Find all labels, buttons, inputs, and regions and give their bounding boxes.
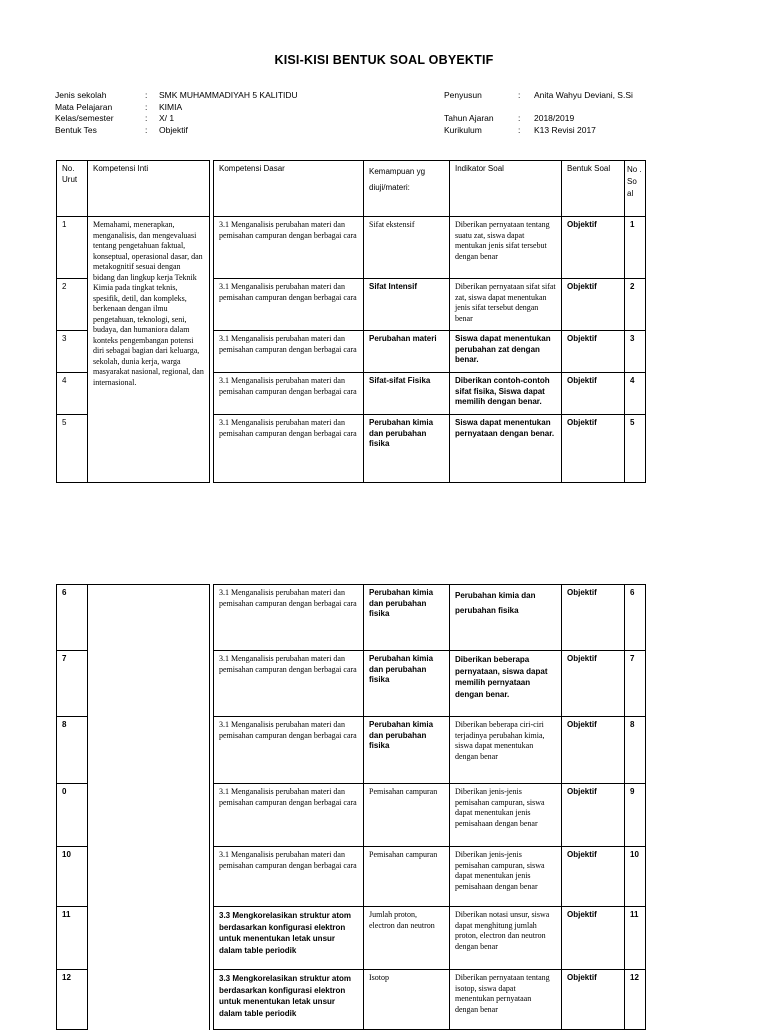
cell-bentuk-soal: Objektif <box>562 784 625 847</box>
cell-indikator: Diberikan notasi unsur, siswa dapat menghitung jumlah proton, electron dan neutron dengan benar <box>450 907 562 970</box>
header-no-urut: No. Urut <box>57 161 88 217</box>
meta-colon: : <box>145 113 148 123</box>
cell-kompetensi-dasar: 3.1 Menganalisis perubahan materi dan pemisahan campuran dengan berbagai cara <box>214 217 364 279</box>
meta-value: X/ 1 <box>159 113 175 123</box>
cell-bentuk-soal: Objektif <box>562 279 625 331</box>
meta-row <box>55 102 298 114</box>
cell-no-soal: 12 <box>625 970 646 1030</box>
meta-row <box>444 125 633 137</box>
meta-colon: : <box>145 90 148 100</box>
cell-no-urut: 8 <box>57 717 88 784</box>
cell-kompetensi-inti-empty <box>88 585 210 1030</box>
header-no-soal: No . So al <box>625 161 646 217</box>
cell-no-urut: 11 <box>57 907 88 970</box>
meta-row <box>444 113 633 125</box>
meta-label: Tahun Ajaran <box>444 113 494 123</box>
cell-no-urut: 10 <box>57 847 88 907</box>
cell-kemampuan: Perubahan kimia dan perubahan fisika <box>364 651 450 717</box>
table-header-row <box>57 161 646 217</box>
meta-label: Penyusun <box>444 90 482 100</box>
cell-no-urut: 0 <box>57 784 88 847</box>
cell-kemampuan: Jumlah proton, electron dan neutron <box>364 907 450 970</box>
cell-no-urut: 5 <box>57 415 88 483</box>
cell-no-soal: 9 <box>625 784 646 847</box>
cell-kompetensi-dasar: 3.1 Menganalisis perubahan materi dan pemisahan campuran dengan berbagai cara <box>214 279 364 331</box>
meta-colon <box>518 102 534 114</box>
table-row <box>57 217 646 279</box>
cell-bentuk-soal: Objektif <box>562 651 625 717</box>
cell-indikator: Diberikan pernyataan tentang suatu zat, siswa dapat mentukan jenis sifat tersebut dengan benar <box>450 217 562 279</box>
cell-bentuk-soal: Objektif <box>562 331 625 373</box>
cell-indikator: Diberikan pernyataan tentang isotop, siswa dapat menentukan pernyataan dengan benar <box>450 970 562 1030</box>
meta-colon: : <box>518 124 521 135</box>
meta-row <box>55 125 298 137</box>
cell-no-soal: 5 <box>625 415 646 483</box>
meta-label: Bentuk Tes <box>55 124 97 135</box>
header-kemampuan: Kemampuan yg diuji/materi: <box>364 161 450 217</box>
cell-kompetensi-dasar: 3.1 Menganalisis perubahan materi dan pemisahan campuran dengan berbagai cara <box>214 331 364 373</box>
cell-bentuk-soal: Objektif <box>562 373 625 415</box>
cell-bentuk-soal: Objektif <box>562 585 625 651</box>
cell-kompetensi-inti: Memahami, menerapkan, menganalisis, dan mengevaluasi tentang pengetahuan faktual, konseptual, operasional dasar, dan metakognitif sesuai dengan bidang dan lingkup kerja Teknik Kimia pada tingkat teknis, spesifik, detil, dan kompleks, berkenaan dengan ilmu pengetahuan, teknologi, seni, budaya, dan humaniora dalam konteks pengembangan potensi diri sebagai bagian dari keluarga, sekolah, dunia kerja, warga masyarakat nasional, regional, dan internasional. <box>88 217 210 483</box>
cell-indikator: Siswa dapat menentukan pernyataan dengan benar. <box>450 415 562 483</box>
table-row <box>57 585 646 651</box>
meta-value: Anita Wahyu Deviani, S.Si <box>534 90 633 100</box>
meta-label: Jenis sekolah <box>55 90 107 100</box>
document-title: KISI-KISI BENTUK SOAL OBYEKTIF <box>274 53 494 67</box>
meta-right <box>444 90 633 136</box>
meta-colon: : <box>518 90 521 100</box>
cell-kemampuan: Pemisahan campuran <box>364 847 450 907</box>
cell-kemampuan: Isotop <box>364 970 450 1030</box>
cell-no-urut: 4 <box>57 373 88 415</box>
meta-value: KIMIA <box>159 101 183 112</box>
cell-indikator: Diberikan jenis-jenis pemisahan campuran, siswa dapat menentukan jenis pemisahaan dengan benar <box>450 784 562 847</box>
cell-kemampuan: Perubahan kimia dan perubahan fisika <box>364 415 450 483</box>
header-bentuk-soal: Bentuk Soal <box>562 161 625 217</box>
cell-indikator: Diberikan beberapa ciri-ciri terjadinya perubahan kimia, siswa dapat menentukan dengan benar <box>450 717 562 784</box>
cell-no-soal: 10 <box>625 847 646 907</box>
cell-bentuk-soal: Objektif <box>562 907 625 970</box>
meta-value: 2018/2019 <box>534 113 575 123</box>
meta-row-empty <box>444 102 633 114</box>
cell-kompetensi-dasar: 3.1 Menganalisis perubahan materi dan pemisahan campuran dengan berbagai cara <box>214 651 364 717</box>
cell-no-soal: 1 <box>625 217 646 279</box>
meta-colon: : <box>145 124 148 135</box>
cell-no-soal: 7 <box>625 651 646 717</box>
cell-no-urut: 12 <box>57 970 88 1030</box>
cell-indikator: Diberikan contoh-contoh sifat fisika, Siswa dapat memilih dengan benar. <box>450 373 562 415</box>
cell-indikator: Diberikan beberapa pernyataan, siswa dapat memilih pernyataan dengan benar. <box>450 651 562 717</box>
cell-no-urut: 1 <box>57 217 88 279</box>
cell-no-soal: 8 <box>625 717 646 784</box>
meta-label <box>444 102 518 114</box>
meta-row <box>55 90 298 102</box>
cell-kemampuan: Sifat-sifat Fisika <box>364 373 450 415</box>
cell-kompetensi-dasar: 3.1 Menganalisis perubahan materi dan pemisahan campuran dengan berbagai cara <box>214 585 364 651</box>
meta-value: K13 Revisi 2017 <box>534 124 596 135</box>
meta-value: Objektif <box>159 124 188 135</box>
meta-row <box>444 90 633 102</box>
cell-bentuk-soal: Objektif <box>562 970 625 1030</box>
cell-kompetensi-dasar: 3.3 Mengkorelasikan struktur atom berdasarkan konfigurasi elektron untuk menentukan letak unsur dalam table periodik <box>214 970 364 1030</box>
cell-bentuk-soal: Objektif <box>562 217 625 279</box>
meta-colon: : <box>518 113 521 123</box>
header-indikator-soal: Indikator Soal <box>450 161 562 217</box>
cell-kemampuan: Sifat ekstensif <box>364 217 450 279</box>
cell-indikator: Perubahan kimia dan perubahan fisika <box>450 585 562 651</box>
cell-kompetensi-dasar: 3.1 Menganalisis perubahan materi dan pemisahan campuran dengan berbagai cara <box>214 373 364 415</box>
meta-label: Kelas/semester <box>55 113 114 123</box>
header-kompetensi-inti: Kompetensi Inti <box>88 161 210 217</box>
header-kompetensi-dasar: Kompetensi Dasar <box>214 161 364 217</box>
cell-kompetensi-dasar: 3.1 Menganalisis perubahan materi dan pemisahan campuran dengan berbagai cara <box>214 415 364 483</box>
cell-indikator: Siswa dapat menentukan perubahan zat dengan benar. <box>450 331 562 373</box>
cell-kompetensi-dasar: 3.1 Menganalisis perubahan materi dan pemisahan campuran dengan berbagai cara <box>214 784 364 847</box>
cell-no-soal: 2 <box>625 279 646 331</box>
cell-no-soal: 3 <box>625 331 646 373</box>
kisi-kisi-table-1 <box>56 160 646 483</box>
cell-no-urut: 2 <box>57 279 88 331</box>
cell-bentuk-soal: Objektif <box>562 415 625 483</box>
cell-kemampuan: Perubahan materi <box>364 331 450 373</box>
cell-indikator: Diberikan pernyataan sifat sifat zat, siswa dapat menentukan jenis sifat tersebut dengan benar <box>450 279 562 331</box>
cell-no-urut: 7 <box>57 651 88 717</box>
meta-label: Kurikulum <box>444 124 482 135</box>
cell-bentuk-soal: Objektif <box>562 847 625 907</box>
cell-kompetensi-dasar: 3.1 Menganalisis perubahan materi dan pemisahan campuran dengan berbagai cara <box>214 717 364 784</box>
meta-label: Mata Pelajaran <box>55 101 113 112</box>
meta-colon: : <box>145 101 148 112</box>
meta-row <box>55 113 298 125</box>
meta-left <box>55 90 298 136</box>
cell-kemampuan: Sifat Intensif <box>364 279 450 331</box>
cell-no-urut: 3 <box>57 331 88 373</box>
cell-no-soal: 11 <box>625 907 646 970</box>
cell-kompetensi-dasar: 3.3 Mengkorelasikan struktur atom berdasarkan konfigurasi elektron untuk menentukan letak unsur dalam table periodik <box>214 907 364 970</box>
cell-kemampuan: Perubahan kimia dan perubahan fisika <box>364 585 450 651</box>
cell-kompetensi-dasar: 3.1 Menganalisis perubahan materi dan pemisahan campuran dengan berbagai cara <box>214 847 364 907</box>
cell-indikator: Diberikan jenis-jenis pemisahan campuran, siswa dapat menentukan jenis pemisahaan dengan benar <box>450 847 562 907</box>
meta-value: SMK MUHAMMADIYAH 5 KALITIDU <box>159 90 298 100</box>
cell-no-soal: 4 <box>625 373 646 415</box>
cell-kemampuan: Pemisahan campuran <box>364 784 450 847</box>
cell-kemampuan: Perubahan kimia dan perubahan fisika <box>364 717 450 784</box>
kisi-kisi-table-2 <box>56 584 646 1030</box>
cell-bentuk-soal: Objektif <box>562 717 625 784</box>
cell-no-urut: 6 <box>57 585 88 651</box>
cell-no-soal: 6 <box>625 585 646 651</box>
